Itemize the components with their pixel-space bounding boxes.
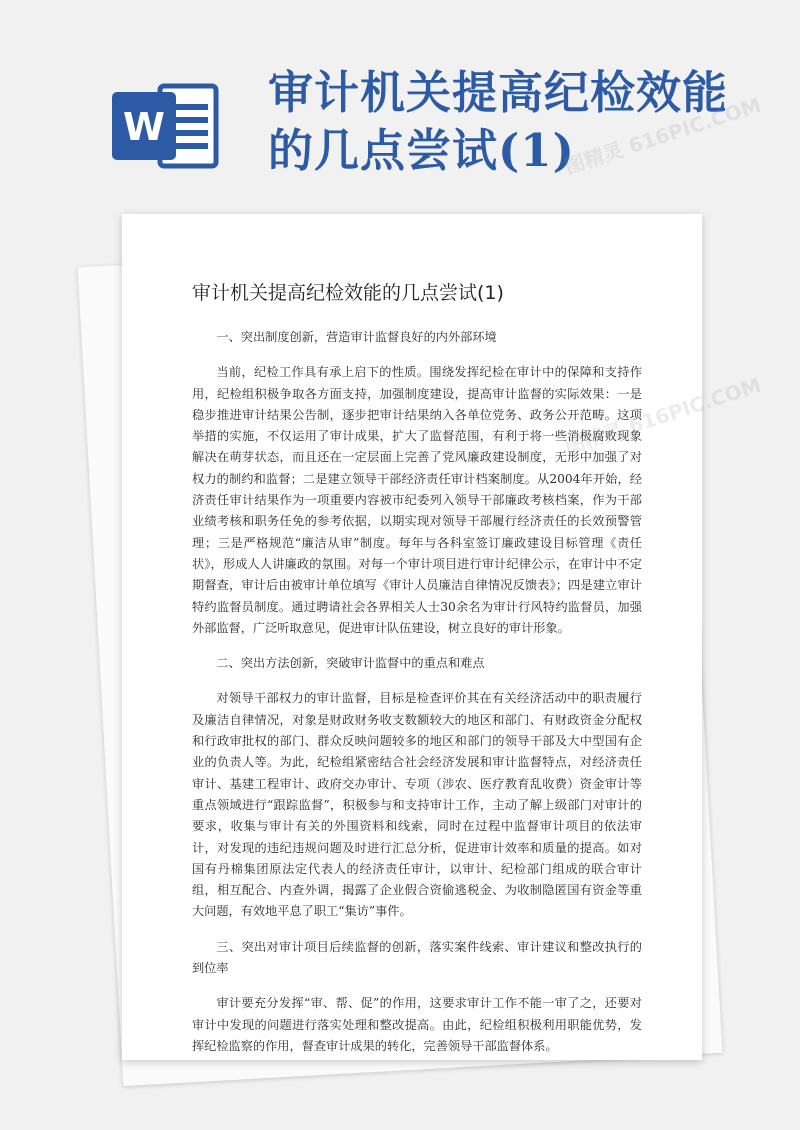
word-icon-letter: W xyxy=(123,105,165,149)
section-heading-1: 一、突出制度创新，营造审计监督良好的内外部环境 xyxy=(216,330,497,344)
document-page xyxy=(122,214,702,1060)
word-document-icon xyxy=(112,78,220,174)
document-body xyxy=(192,327,642,1060)
section-paragraph-3: 审计要充分发挥“审、帮、促”的作用，这要求审计工作不能一审了之，还要对审计中发现的问题进行落实处理和整改提高。由此，纪检组积极利用职能优势，发挥纪检监察的作用，督查审计成果的转化，完善领导干部监督体系。 xyxy=(192,996,642,1053)
page-title xyxy=(268,64,768,180)
section-paragraph-1: 当前，纪检工作具有承上启下的性质。围绕发挥纪检在审计中的保障和支持作用，纪检组积极争取各方面支持，加强制度建设，提高审计监督的实际效果：一是稳步推进审计结果公告制，逐步把审计结果纳入各单位党务、政务公开范畴。这项举措的实施，不仅运用了审计成果，扩大了监督范围，有利于将一些消极腐败现象解决在萌芽状态，而且还在一定层面上完善了党风廉政建设制度，无形中加强了对权力的制约和监督；二是建立领导干部经济责任审计档案制度。从2004年开始，经济责任审计结果作为一项重要内容被市纪委列入领导干部廉政考核档案，作为干部业绩考核和职务任免的参考依据，以期实现对领导干部履行经济责任的长效预警管理；三是严格规范“廉洁从审”制度。每年与各科室签订廉政建设目标管理《责任状》，形成人人讲廉政的氛围。对每一个审计项目进行审计纪律公示，在审计中不定期督查，审计后由被审计单位填写《审计人员廉洁自律情况反馈表》；四是建立审计特约监督员制度。通过聘请社会各界相关人士30余名为审计行风特约监督员，加强外部监督，广泛听取意见，促进审计队伍建设，树立良好的审计形象。 xyxy=(192,365,642,635)
document-title: 审计机关提高纪检效能的几点尝试(1) xyxy=(192,282,504,304)
page-title-line-2: 的几点尝试(1) xyxy=(268,124,575,177)
section-heading-3: 三、突出对审计项目后续监督的创新，落实案件线索、审计建议和整改执行的到位率 xyxy=(192,939,642,976)
section-heading-2: 二、突出方法创新，突破审计监督中的重点和难点 xyxy=(216,656,485,671)
watermark-1: 图精灵 616PIC.COM xyxy=(561,92,764,179)
header xyxy=(0,0,800,210)
section-paragraph-2: 对领导干部权力的审计监督，目标是检查评价其在有关经济活动中的职责履行及廉洁自律情况，对象是财政财务收支数额较大的地区和部门、有财政资金分配权和行政审批权的部门、群众反映问题较多的地区和部门的领导干部及大中型国有企业的负责人等。为此，纪检组紧密结合社会经济发展和审计监督特点，对经济责任审计、基建工程审计、政府交办审计、专项（涉农、医疗教育乱收费）资金审计等重点领域进行“跟踪监督”，积极参与和支持审计工作，主动了解上级部门对审计的要求，收集与审计有关的外围资料和线索，同时在过程中监督审计项目的依法审计，对发现的违纪违规问题及时进行汇总分析，促进审计效率和质量的提高。如对国有丹棉集团原法定代表人的经济责任审计，以审计、纪检部门组成的联合审计组，相互配合、内查外调，揭露了企业假合资偷逃税金、为收制隐匿国有资金等重大问题，有效地平息了职工“集访”事件。 xyxy=(192,691,642,919)
page-title-line-1: 审计机关提高纪检效能 xyxy=(268,66,729,119)
